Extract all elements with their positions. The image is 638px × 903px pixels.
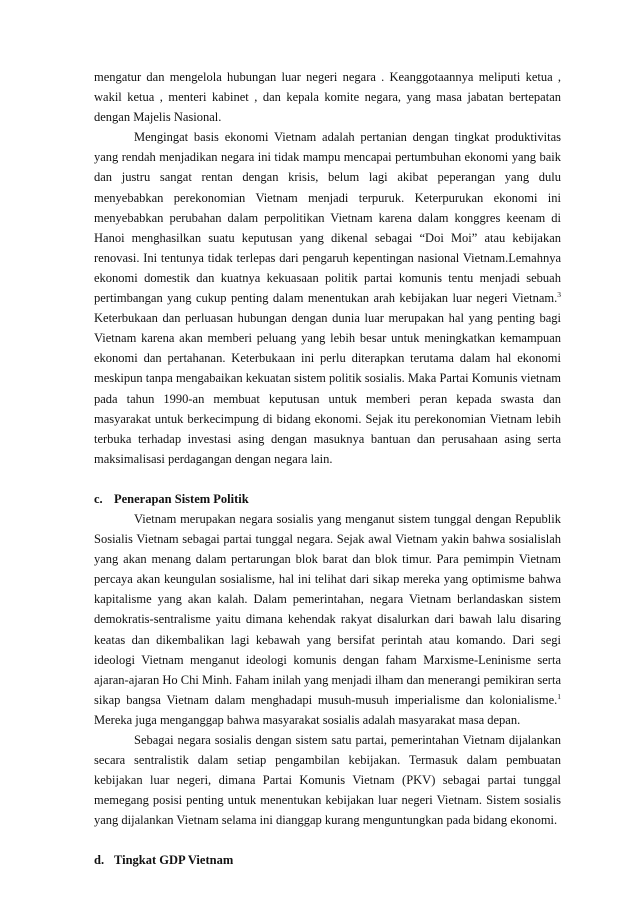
document-page (94, 67, 561, 871)
section-heading-d (94, 850, 561, 870)
paragraph-text: Sebagai negara sosialis dengan sistem satu partai, pemerintahan Vietnam dijalankan secara sentralistik dalam setiap pengambilan kebijakan. Termasuk dalam pembuatan kebijakan luar negeri, dimana Partai Komunis Vietnam (PKV) sebagai partai tunggal memegang posisi penting untuk menentukan kebijakan luar negeri Vietnam. Sistem sosialis yang dijalankan Vietnam selama ini dianggap kurang menguntungkan pada bidang ekonomi. (94, 733, 561, 828)
paragraph (94, 67, 561, 127)
paragraph (94, 127, 561, 469)
paragraph-text: Keterbukaan dan perluasan hubungan dengan dunia luar merupakan hal yang penting bagi Vietnam karena akan memberi peluang yang lebih besar untuk meningkatkan kemampuan ekonomi dan pertahanan. Keterbukaan ini perlu diterapkan terutama dalam hal ekonomi meskipun tanpa mengabaikan kekuatan sistem politik sosialis. Maka Partai Komunis vietnam pada tahun 1990-an membuat keputusan untuk memberi peran kepada swasta dan masyarakat untuk berkecimpung di bidang ekonomi. Sejak itu perekonomian Vietnam lebih terbuka terhadap investasi asing dengan masuknya bantuan dan perusahaan asing serta maksimalisasi perdagangan dengan negara lain. (94, 311, 561, 466)
section-marker-d: d. (94, 853, 105, 868)
paragraph-text: Mereka juga menganggap bahwa masyarakat sosialis adalah masyarakat masa depan. (94, 712, 521, 727)
footnote-marker: 3 (557, 289, 561, 299)
footnote-marker: 1 (557, 691, 561, 701)
paragraph (94, 730, 561, 830)
paragraph-text: mengatur dan mengelola hubungan luar negeri negara . Keanggotaannya meliputi ketua , wakil ketua , menteri kabinet , dan kepala komite negara, yang masa jabatan bertepatan dengan Majelis Nasional. (94, 70, 561, 125)
section-heading-c (94, 489, 561, 509)
paragraph-text: Mengingat basis ekonomi Vietnam adalah pertanian dengan tingkat produktivitas yang rendah menjadikan negara ini tidak mampu mencapai pertumbuhan ekonomi yang baik dan justru sangat rentan dengan krisis, belum lagi akibat peperangan yang dulu menyebabkan perekonomian Vietnam menjadi terpuruk. Keterpurukan ekonomi ini menyebabkan perubahan dalam perpolitikan Vietnam karena dalam konggres keenam di Hanoi menghasilkan suatu keputusan yang dikenal sebagai “Doi Moi” atau kebijakan renovasi. Ini tentunya tidak terlepas dari pengaruh kepentingan nasional Vietnam.Lemahnya ekonomi domestik dan kuatnya kekuasaan politik partai komunis tentu menjadi sebuah pertimbangan yang cukup penting dalam menentukan arah kebijakan luar negeri Vietnam. (94, 130, 561, 306)
section-marker-c: c. (94, 491, 103, 506)
intro-paragraphs (94, 67, 561, 469)
paragraph-text: Vietnam merupakan negara sosialis yang menganut sistem tunggal dengan Republik Sosialis Vietnam sebagai partai tunggal negara. Sejak awal Vietnam yakin bahwa sosialislah yang akan menang dalam pertarungan blok barat dan blok timur. Para pemimpin Vietnam percaya akan keungulan sosialisme, hal ini telihat dari sikap mereka yang optimisme bahwa kapitalisme yang akan kalah. Dalam pemerintahan, negara Vietnam berlandaskan sistem demokratis-sentralisme yaitu dimana kehendak rakyat disalurkan dari bawah lalu disaring keatas dan dikembalikan lagi kebawah yang bersifat perintah atau komando. Dari segi ideologi Vietnam menganut ideologi komunis dengan faham Marxisme-Leninisme serta ajaran-ajaran Ho Chi Minh. Faham inilah yang menjadi ilham dan menerangi pemikiran serta sikap bangsa Vietnam dalam menghadapi musuh-musuh imperialisme dan kolonialisme. (94, 511, 561, 707)
paragraph (94, 509, 561, 730)
section-title-c: Penerapan Sistem Politik (114, 491, 249, 506)
section-title-d: Tingkat GDP Vietnam (114, 853, 234, 868)
section-c-paragraphs (94, 509, 561, 831)
